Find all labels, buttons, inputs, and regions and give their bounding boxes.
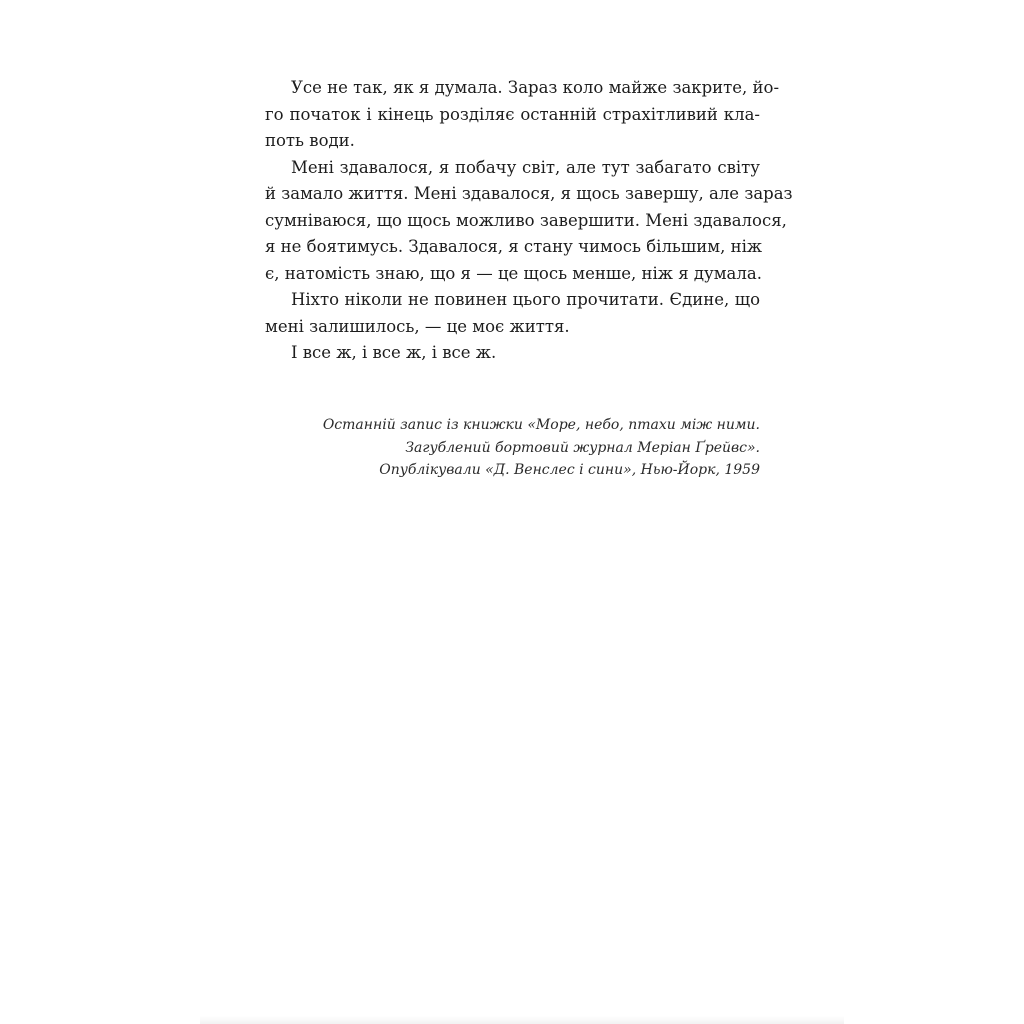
- attribution: [300, 414, 760, 482]
- body-line: мені залишилось, — це моє життя.: [265, 316, 570, 336]
- attribution-line-3: Опублікували «Д. Венслес і сини», Нью-Йорк, 1959: [379, 462, 760, 478]
- body-line: го початок і кінець розділяє останній страхітливий кла-: [265, 104, 760, 124]
- body-line: І все ж, і все ж, і все ж.: [291, 343, 497, 362]
- body-line: Мені здавалося, я побачу світ, але тут забагато світу: [291, 157, 760, 177]
- body-line: сумніваюся, що щось можливо завершити. Мені здавалося,: [265, 210, 787, 230]
- attribution-line-2: Загублений бортовий журнал Меріан Ґрейвс».: [405, 439, 760, 456]
- body-line: Ніхто ніколи не повинен цього прочитати. Єдине, що: [291, 290, 760, 309]
- attribution-line-1: Останній запис із книжки «Море, небо, птахи між ними.: [322, 417, 760, 433]
- body-text: [265, 75, 793, 367]
- body-line: є, натомість знаю, що я — це щось менше, ніж я думала.: [265, 263, 762, 283]
- body-line: й замало життя. Мені здавалося, я щось завершу, але зараз: [265, 184, 793, 203]
- body-line: я не боятимусь. Здавалося, я стану чимось більшим, ніж: [265, 237, 763, 256]
- page-bottom-shadow: [200, 1016, 844, 1024]
- body-line: Усе не так, як я думала. Зараз коло майже закрите, йо-: [291, 78, 780, 97]
- body-line: поть води.: [265, 131, 355, 150]
